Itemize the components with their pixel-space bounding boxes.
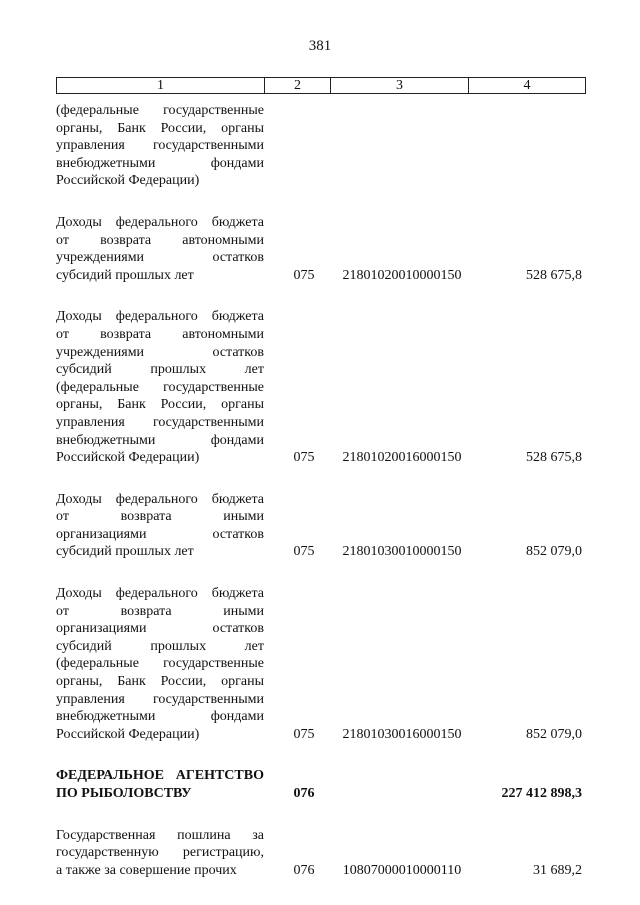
- row-description: [56, 214, 264, 284]
- row-description: [56, 827, 264, 880]
- column-header-2: 2: [265, 78, 331, 93]
- table-row: [56, 585, 586, 743]
- description-line: органы, Банк России, органы: [56, 397, 264, 413]
- description-line: (федеральные государственные: [56, 103, 264, 118]
- table-row: [56, 102, 586, 190]
- row-description: [56, 767, 264, 802]
- row-budget-code: 21801020016000150: [342, 450, 462, 466]
- description-line: Доходы федерального бюджета: [56, 586, 264, 602]
- description-line: Государственная пошлина за: [56, 827, 264, 843]
- description-line: от возврата автономными: [56, 326, 264, 342]
- description-line: субсидий прошлых лет: [56, 544, 194, 560]
- row-amount: 528 675,8: [526, 450, 582, 466]
- description-line: Российской Федерации): [56, 173, 200, 189]
- row-amount: 31 689,2: [533, 862, 582, 878]
- column-header-row: [56, 77, 586, 94]
- row-description: [56, 102, 264, 190]
- description-line: от возврата иными: [56, 509, 264, 525]
- row-amount: 852 079,0: [526, 726, 582, 742]
- row-description: [56, 491, 264, 561]
- table-row: [56, 827, 586, 880]
- description-line: Российской Федерации): [56, 726, 200, 742]
- table-row: [56, 767, 586, 802]
- row-description: [56, 585, 264, 743]
- description-line: внебюджетными фондами: [56, 709, 264, 725]
- row-budget-code: 21801030010000150: [342, 544, 462, 560]
- description-line: организациями остатков: [56, 621, 264, 637]
- description-line: учреждениями остатков: [56, 344, 264, 360]
- description-line: (федеральные государственные: [56, 656, 264, 672]
- description-line: Доходы федерального бюджета: [56, 309, 264, 325]
- description-line: органы, Банк России, органы: [56, 674, 264, 690]
- row-budget-code: 21801030016000150: [342, 726, 462, 742]
- column-header-3: 3: [331, 78, 469, 93]
- description-line: ПО РЫБОЛОВСТВУ: [56, 786, 192, 801]
- row-admin-code: 076: [293, 862, 315, 878]
- row-admin-code: 076: [293, 786, 315, 801]
- page-number: 381: [308, 38, 332, 54]
- row-amount: 852 079,0: [526, 544, 582, 560]
- row-admin-code: 075: [293, 544, 315, 560]
- row-amount: 227 412 898,3: [501, 786, 582, 801]
- column-header-4: 4: [523, 78, 531, 93]
- description-line: субсидий прошлых лет: [56, 362, 264, 378]
- table-row: [56, 214, 586, 284]
- row-budget-code: 10807000010000110: [342, 862, 462, 878]
- row-admin-code: 075: [293, 726, 315, 742]
- row-budget-code: 21801020010000150: [342, 267, 462, 283]
- description-line: органы, Банк России, органы: [56, 120, 264, 136]
- row-admin-code: 075: [293, 450, 315, 466]
- column-header-1: 1: [57, 78, 265, 93]
- row-description: [56, 308, 264, 466]
- row-admin-code: 075: [293, 267, 315, 283]
- description-line: субсидий прошлых лет: [56, 267, 194, 283]
- description-line: Доходы федерального бюджета: [56, 491, 264, 507]
- description-line: организациями остатков: [56, 526, 264, 542]
- description-line: управления государственными: [56, 138, 264, 154]
- description-line: Доходы федерального бюджета: [56, 214, 264, 230]
- description-line: учреждениями остатков: [56, 250, 264, 266]
- description-line: субсидий прошлых лет: [56, 638, 264, 654]
- description-line: государственную регистрацию,: [56, 845, 264, 861]
- description-line: от возврата автономными: [56, 232, 264, 248]
- description-line: управления государственными: [56, 691, 264, 707]
- description-line: ФЕДЕРАЛЬНОЕ АГЕНТСТВО: [56, 768, 264, 784]
- description-line: управления государственными: [56, 414, 264, 430]
- table-row: [56, 491, 586, 561]
- table-row: [56, 308, 586, 466]
- description-line: от возврата иными: [56, 603, 264, 619]
- description-line: а также за совершение прочих: [56, 862, 237, 878]
- description-line: Российской Федерации): [56, 450, 200, 466]
- description-line: внебюджетными фондами: [56, 432, 264, 448]
- description-line: (федеральные государственные: [56, 379, 264, 395]
- row-amount: 528 675,8: [526, 267, 582, 283]
- description-line: внебюджетными фондами: [56, 155, 264, 171]
- table-body: [56, 94, 586, 879]
